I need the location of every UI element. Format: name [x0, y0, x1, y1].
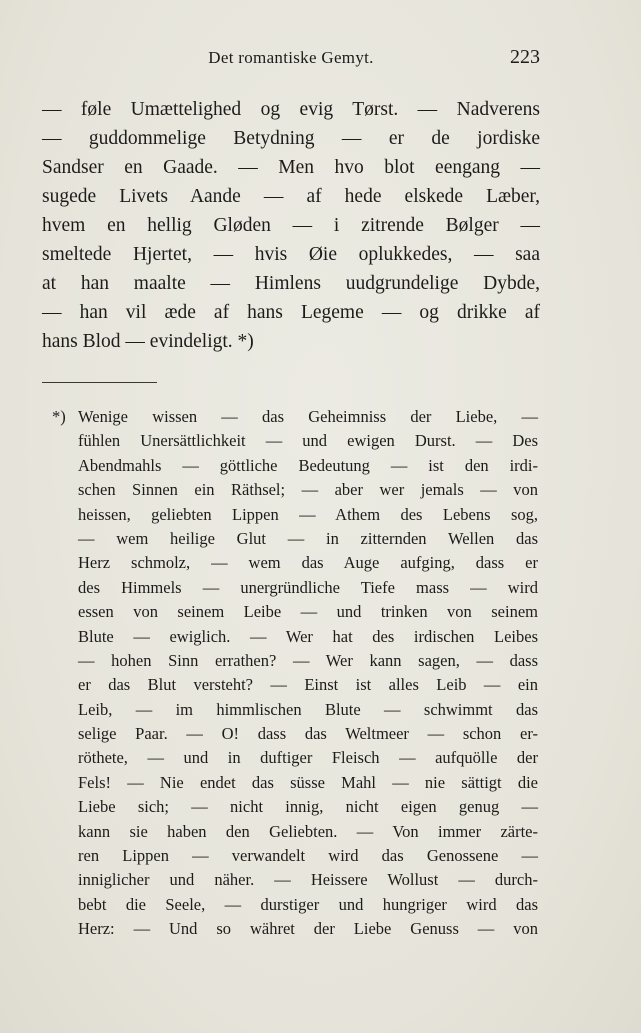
footnote-line: — hohen Sinn errathen? — Wer kann sagen, — dass: [78, 650, 538, 670]
body-line: at han maalte — Himlens uudgrundelige Dybde,: [42, 273, 540, 294]
footnote-line: des Himmels — unergründliche Tiefe mass — wird: [78, 577, 538, 597]
footnote-line: schen Sinnen ein Räthsel; — aber wer jemals — von: [78, 480, 538, 500]
footnote-line: Abendmahls — göttliche Bedeutung — ist den irdi-: [78, 455, 538, 475]
running-title: Det romantiske Gemyt.: [208, 48, 374, 67]
footnote-line: er das Blut versteht? — Einst ist alles Leib — ein: [78, 675, 538, 695]
footnote-line: Blute — ewiglich. — Wer hat des irdischen Leibes: [78, 626, 538, 646]
footnote-line: essen von seinem Leibe — und trinken von seinem: [78, 602, 538, 622]
footnote-line: selige Paar. — O! dass das Weltmeer — schon er-: [78, 724, 538, 744]
footnote-line: bebt die Seele, — durstiger und hungriger wird das: [78, 894, 538, 914]
page-number: 223: [510, 46, 540, 68]
body-line: sugede Livets Aande — af hede elskede Læber,: [42, 186, 540, 207]
footnote-line: Liebe sich; — nicht innig, nicht eigen genug —: [78, 797, 538, 817]
footnote-marker: *): [52, 407, 66, 426]
body-line: — føle Umættelighed og evig Tørst. — Nadverens: [42, 99, 540, 120]
footnote-line: kann sie haben den Geliebten. — Von immer zärte-: [78, 821, 538, 841]
footnote-line: — wem heilige Glut — in zitternden Wellen das: [78, 528, 538, 548]
footnote-line: Herz schmolz, — wem das Auge aufging, dass er: [78, 553, 538, 573]
body-text: [42, 95, 540, 356]
footnote: [52, 405, 538, 942]
footnote-line: Wenige wissen — das Geheimniss der Liebe, —: [78, 407, 538, 426]
body-line: — guddommelige Betydning — er de jordiske: [42, 128, 540, 149]
body-line: — han vil æde af hans Legeme — og drikke af: [42, 302, 540, 323]
footnote-line: heissen, geliebten Lippen — Athem des Lebens sog,: [78, 504, 538, 524]
body-line: hvem en hellig Gløden — i zitrende Bølger —: [42, 215, 540, 236]
footnote-line: röthete, — und in duftiger Fleisch — aufquölle der: [78, 748, 538, 768]
footnote-line: fühlen Unersättlichkeit — und ewigen Durst. — Des: [78, 431, 538, 451]
footnote-line: Herz: — Und so währet der Liebe Genuss — von: [78, 919, 538, 939]
footnote-line: Fels! — Nie endet das süsse Mahl — nie sättigt die: [78, 772, 538, 792]
footnote-line: ren Lippen — verwandelt wird das Genossene —: [78, 846, 538, 866]
body-line: smeltede Hjertet, — hvis Øie oplukkedes, — saa: [42, 244, 540, 265]
footnote-line: inniglicher und näher. — Heissere Wollust — durch-: [78, 870, 538, 890]
body-line: Sandser en Gaade. — Men hvo blot eengang —: [42, 157, 540, 178]
body-line: hans Blod — evindeligt. *): [42, 331, 254, 352]
footnote-divider: [42, 382, 157, 383]
footnote-line: Leib, — im himmlischen Blute — schwimmt das: [78, 699, 538, 719]
